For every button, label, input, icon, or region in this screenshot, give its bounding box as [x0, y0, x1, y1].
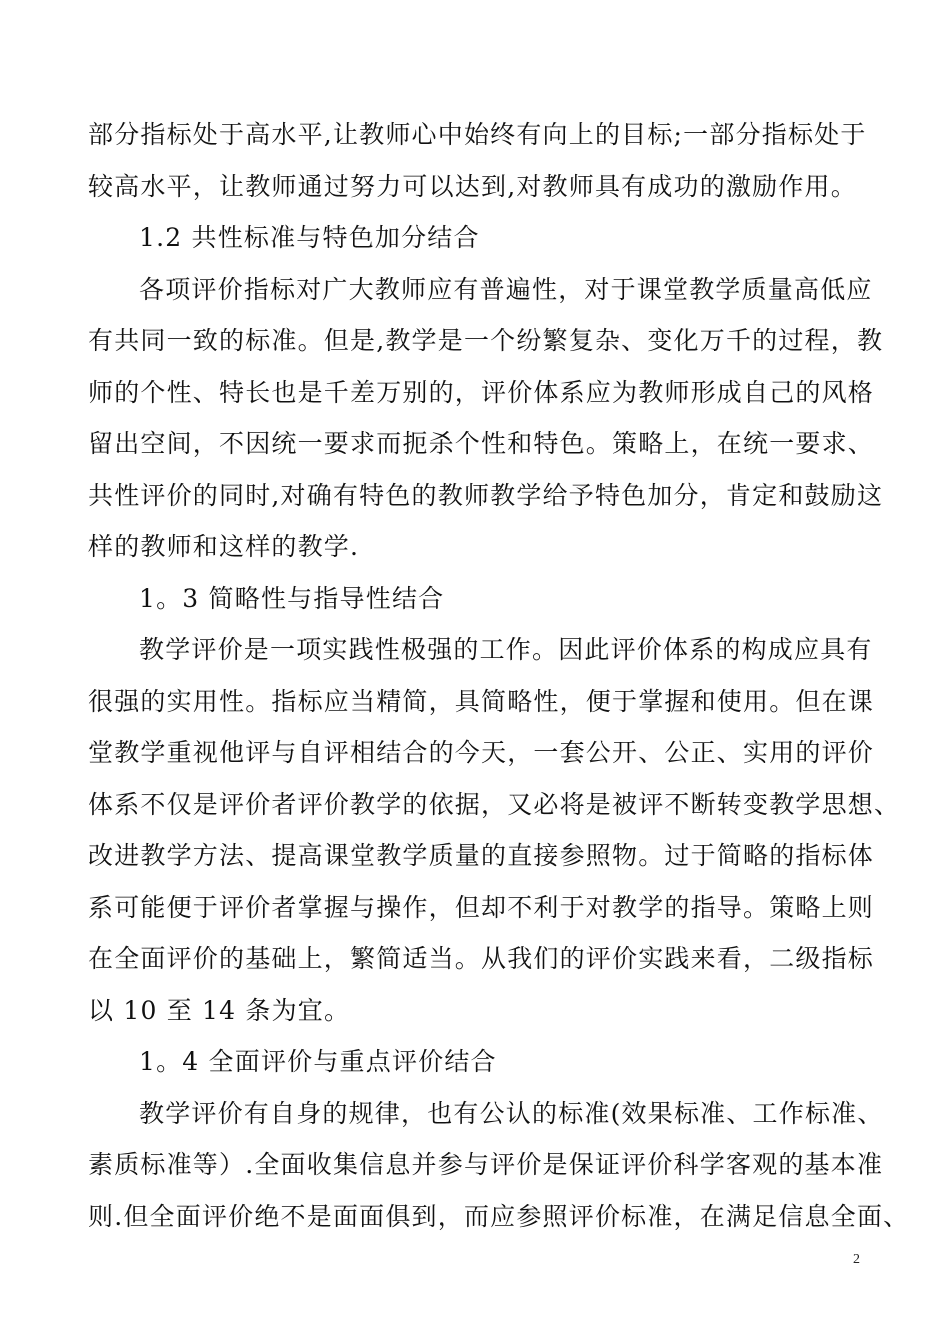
- section-heading: 1。4 全面评价与重点评价结合: [139, 1047, 497, 1076]
- paragraph-line: 在全面评价的基础上，繁简适当。从我们的评价实践来看，二级指标: [88, 944, 875, 973]
- paragraph-line: 教学评价有自身的规律，也有公认的标准(效果标准、工作标准、: [139, 1099, 884, 1128]
- paragraph-line: 素质标准等）.全面收集信息并参与评价是保证评价科学客观的基本准: [88, 1150, 884, 1179]
- paragraph-line: 样的教师和这样的教学.: [88, 532, 360, 561]
- paragraph-line: 堂教学重视他评与自评相结合的今天，一套公开、公正、实用的评价: [88, 738, 875, 767]
- paragraph-line: 改进教学方法、提高课堂教学质量的直接参照物。过于简略的指标体: [88, 841, 875, 870]
- paragraph-line: 部分指标处于高水平,让教师心中始终有向上的目标;一部分指标处于: [88, 120, 867, 149]
- paragraph-line: 师的个性、特长也是千差万别的，评价体系应为教师形成自己的风格: [88, 378, 875, 407]
- paragraph-line: 较高水平，让教师通过努力可以达到,对教师具有成功的激励作用。: [88, 172, 857, 201]
- paragraph-line: 共性评价的同时,对确有特色的教师教学给予特色加分，肯定和鼓励这: [88, 481, 884, 510]
- paragraph-line: 各项评价指标对广大教师应有普遍性，对于课堂教学质量高低应: [139, 275, 873, 304]
- paragraph-line: 系可能便于评价者掌握与操作，但却不利于对教学的指导。策略上则: [88, 893, 875, 922]
- paragraph-line: 则.但全面评价绝不是面面俱到，而应参照评价标准，在满足信息全面、: [88, 1202, 910, 1231]
- section-heading: 1。3 简略性与指导性结合: [139, 584, 445, 613]
- paragraph-line: 以 10 至 14 条为宜。: [88, 996, 351, 1025]
- paragraph-line: 教学评价是一项实践性极强的工作。因此评价体系的构成应具有: [139, 635, 873, 664]
- paragraph-line: 体系不仅是评价者评价教学的依据，又必将是被评不断转变教学思想、: [88, 790, 901, 819]
- paragraph-line: 很强的实用性。指标应当精简，具简略性，便于掌握和使用。但在课: [88, 687, 875, 716]
- paragraph-line: 有共同一致的标准。但是,教学是一个纷繁复杂、变化万千的过程，教: [88, 326, 884, 355]
- page-number: 2: [853, 1252, 860, 1267]
- paragraph-line: 留出空间，不因统一要求而扼杀个性和特色。策略上，在统一要求、: [88, 429, 875, 458]
- section-heading: 1.2 共性标准与特色加分结合: [139, 223, 480, 252]
